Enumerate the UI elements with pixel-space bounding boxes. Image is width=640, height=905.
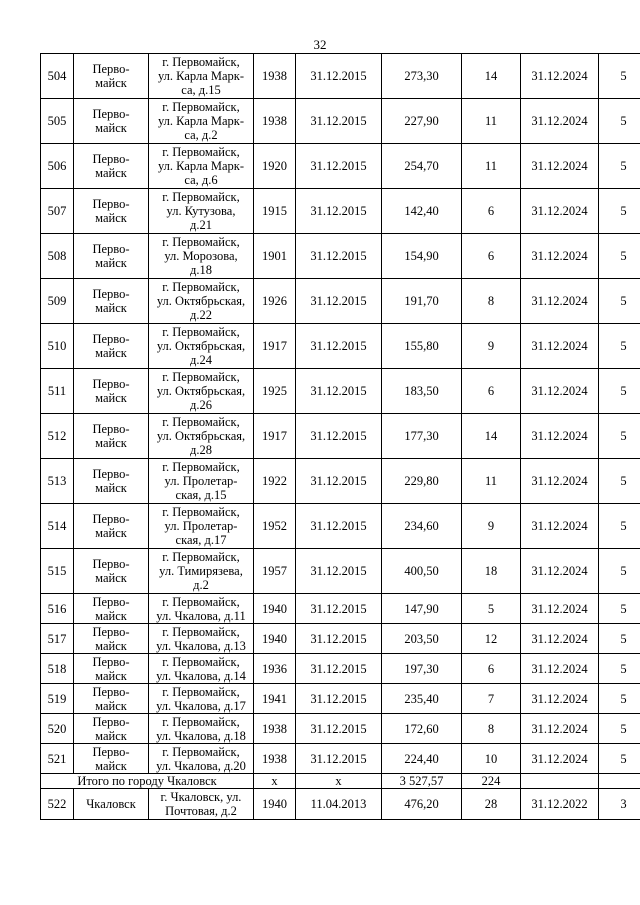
count-cell: 5	[599, 234, 640, 279]
end-date-cell: 31.12.2024	[521, 744, 599, 774]
address-cell: г. Первомайск, ул. Чкалова, д.18	[149, 714, 254, 744]
year-cell: 1925	[254, 369, 296, 414]
residents-cell: 6	[462, 369, 521, 414]
residents-cell: 8	[462, 714, 521, 744]
end-date-cell: 31.12.2024	[521, 324, 599, 369]
table-row	[41, 744, 640, 774]
city-cell: Перво- майск	[74, 144, 149, 189]
area-cell: 203,50	[382, 624, 462, 654]
city-cell: Перво- майск	[74, 369, 149, 414]
end-date-cell: 31.12.2024	[521, 459, 599, 504]
start-date-cell: 31.12.2015	[296, 234, 382, 279]
total-label: Итого по городу Чкаловск	[41, 774, 254, 789]
start-date-cell: 31.12.2015	[296, 684, 382, 714]
address-cell: г. Первомайск, ул. Тимирязева, д.2	[149, 549, 254, 594]
year-cell: 1915	[254, 189, 296, 234]
address-cell: г. Первомайск, ул. Карла Марк- са, д.15	[149, 54, 254, 99]
area-cell: 227,90	[382, 99, 462, 144]
count-cell: 5	[599, 324, 640, 369]
address-cell: г. Первомайск, ул. Пролетар- ская, д.15	[149, 459, 254, 504]
start-date-cell: 31.12.2015	[296, 279, 382, 324]
table-row	[41, 144, 640, 189]
count-cell: 5	[599, 369, 640, 414]
start-date-cell: 31.12.2015	[296, 624, 382, 654]
row-number: 515	[41, 549, 74, 594]
row-number: 518	[41, 654, 74, 684]
table-row	[41, 549, 640, 594]
row-number: 508	[41, 234, 74, 279]
city-cell: Перво- майск	[74, 54, 149, 99]
city-cell: Перво- майск	[74, 459, 149, 504]
residents-cell: 6	[462, 654, 521, 684]
city-cell: Перво- майск	[74, 279, 149, 324]
area-cell: 400,50	[382, 549, 462, 594]
table-row	[41, 714, 640, 744]
table-row	[41, 504, 640, 549]
table-row	[41, 594, 640, 624]
address-cell: г. Чкаловск, ул. Почтовая, д.2	[149, 789, 254, 820]
row-number: 510	[41, 324, 74, 369]
table-row	[41, 324, 640, 369]
end-date-cell: 31.12.2024	[521, 234, 599, 279]
row-number: 512	[41, 414, 74, 459]
row-number: 513	[41, 459, 74, 504]
total-row	[41, 774, 640, 789]
city-cell: Перво- майск	[74, 324, 149, 369]
year-cell: 1952	[254, 504, 296, 549]
city-cell: Чкаловск	[74, 789, 149, 820]
end-date-cell: 31.12.2024	[521, 99, 599, 144]
city-cell: Перво- майск	[74, 624, 149, 654]
end-date-cell: 31.12.2022	[521, 789, 599, 820]
count-cell: 5	[599, 459, 640, 504]
row-number: 519	[41, 684, 74, 714]
address-cell: г. Первомайск, ул. Чкалова, д.20	[149, 744, 254, 774]
start-date-cell: 31.12.2015	[296, 324, 382, 369]
address-cell: г. Первомайск, ул. Карла Марк- са, д.2	[149, 99, 254, 144]
address-cell: г. Первомайск, ул. Чкалова, д.11	[149, 594, 254, 624]
residents-cell: 18	[462, 549, 521, 594]
start-date-cell: 31.12.2015	[296, 414, 382, 459]
row-number: 506	[41, 144, 74, 189]
address-cell: г. Первомайск, ул. Морозова, д.18	[149, 234, 254, 279]
start-date-cell: 31.12.2015	[296, 654, 382, 684]
start-date-cell: 31.12.2015	[296, 459, 382, 504]
city-cell: Перво- майск	[74, 654, 149, 684]
city-cell: Перво- майск	[74, 549, 149, 594]
year-cell: 1957	[254, 549, 296, 594]
residents-cell: 8	[462, 279, 521, 324]
year-cell: 1940	[254, 789, 296, 820]
end-date-cell: 31.12.2024	[521, 279, 599, 324]
residents-cell: 28	[462, 789, 521, 820]
year-cell: 1920	[254, 144, 296, 189]
address-cell: г. Первомайск, ул. Чкалова, д.13	[149, 624, 254, 654]
table-row	[41, 624, 640, 654]
count-cell: 3	[599, 789, 640, 820]
area-cell: 147,90	[382, 594, 462, 624]
row-number: 505	[41, 99, 74, 144]
table-row	[41, 684, 640, 714]
table-row	[41, 54, 640, 99]
city-cell: Перво- майск	[74, 684, 149, 714]
table-row	[41, 654, 640, 684]
year-cell: 1917	[254, 324, 296, 369]
year-cell: 1938	[254, 744, 296, 774]
row-number: 514	[41, 504, 74, 549]
city-cell: Перво- майск	[74, 744, 149, 774]
end-date-cell: 31.12.2024	[521, 714, 599, 744]
count-cell: 5	[599, 684, 640, 714]
city-cell: Перво- майск	[74, 504, 149, 549]
table-row	[41, 789, 640, 820]
row-number: 509	[41, 279, 74, 324]
residents-cell: 14	[462, 414, 521, 459]
area-cell: 476,20	[382, 789, 462, 820]
year-cell: 1938	[254, 99, 296, 144]
area-cell: 191,70	[382, 279, 462, 324]
area-cell: 183,50	[382, 369, 462, 414]
row-number: 507	[41, 189, 74, 234]
residents-cell: 9	[462, 324, 521, 369]
residents-cell: 10	[462, 744, 521, 774]
year-cell: 1936	[254, 654, 296, 684]
end-date-cell: 31.12.2024	[521, 189, 599, 234]
end-date-cell: 31.12.2024	[521, 549, 599, 594]
city-cell: Перво- майск	[74, 99, 149, 144]
count-cell: 5	[599, 279, 640, 324]
residents-cell: 7	[462, 684, 521, 714]
city-cell: Перво- майск	[74, 414, 149, 459]
area-cell: 142,40	[382, 189, 462, 234]
row-number: 504	[41, 54, 74, 99]
residents-cell: 11	[462, 459, 521, 504]
start-date-cell: 31.12.2015	[296, 594, 382, 624]
count-cell: 5	[599, 504, 640, 549]
table-row	[41, 189, 640, 234]
year-cell: 1938	[254, 714, 296, 744]
year-cell: 1940	[254, 624, 296, 654]
page-number: 32	[313, 37, 327, 52]
area-cell: 155,80	[382, 324, 462, 369]
year-cell: 1940	[254, 594, 296, 624]
start-date-cell: 31.12.2015	[296, 369, 382, 414]
area-cell: 229,80	[382, 459, 462, 504]
row-number: 517	[41, 624, 74, 654]
year-cell: 1901	[254, 234, 296, 279]
count-cell: 5	[599, 99, 640, 144]
address-cell: г. Первомайск, ул. Чкалова, д.14	[149, 654, 254, 684]
row-number: 522	[41, 789, 74, 820]
end-date-cell: 31.12.2024	[521, 369, 599, 414]
residents-cell: 5	[462, 594, 521, 624]
end-date-cell: 31.12.2024	[521, 594, 599, 624]
address-cell: г. Первомайск, ул. Октябрьская, д.26	[149, 369, 254, 414]
residents-cell: 6	[462, 189, 521, 234]
address-cell: г. Первомайск, ул. Кутузова, д.21	[149, 189, 254, 234]
end-date-cell: 31.12.2024	[521, 504, 599, 549]
city-cell: Перво- майск	[74, 594, 149, 624]
end-date-cell: 31.12.2024	[521, 684, 599, 714]
start-date-cell: 31.12.2015	[296, 144, 382, 189]
end-date-cell: 31.12.2024	[521, 144, 599, 189]
year-cell: 1926	[254, 279, 296, 324]
address-cell: г. Первомайск, ул. Чкалова, д.17	[149, 684, 254, 714]
count-cell: 5	[599, 594, 640, 624]
start-date-cell: 31.12.2015	[296, 504, 382, 549]
total-residents-cell: 224	[462, 774, 521, 789]
area-cell: 172,60	[382, 714, 462, 744]
residents-cell: 11	[462, 144, 521, 189]
start-date-cell: 31.12.2015	[296, 189, 382, 234]
count-cell: 5	[599, 144, 640, 189]
end-date-cell: 31.12.2024	[521, 54, 599, 99]
city-cell: Перво- майск	[74, 234, 149, 279]
table-row	[41, 414, 640, 459]
address-cell: г. Первомайск, ул. Карла Марк- са, д.6	[149, 144, 254, 189]
end-date-cell: 31.12.2024	[521, 414, 599, 459]
count-cell: 5	[599, 54, 640, 99]
residents-cell: 11	[462, 99, 521, 144]
residents-cell: 9	[462, 504, 521, 549]
count-cell: 5	[599, 624, 640, 654]
start-date-cell: 31.12.2015	[296, 714, 382, 744]
row-number: 516	[41, 594, 74, 624]
address-cell: г. Первомайск, ул. Октябрьская, д.28	[149, 414, 254, 459]
start-date-cell: 31.12.2015	[296, 54, 382, 99]
address-cell: г. Первомайск, ул. Пролетар- ская, д.17	[149, 504, 254, 549]
area-cell: 235,40	[382, 684, 462, 714]
city-cell: Перво- майск	[74, 189, 149, 234]
table-row	[41, 234, 640, 279]
year-cell: 1922	[254, 459, 296, 504]
end-date-cell: 31.12.2024	[521, 654, 599, 684]
start-date-cell: 31.12.2015	[296, 549, 382, 594]
total-year-cell: х	[254, 774, 296, 789]
total-end-date-cell	[521, 774, 599, 789]
start-date-cell: 31.12.2015	[296, 99, 382, 144]
city-cell: Перво- майск	[74, 714, 149, 744]
area-cell: 177,30	[382, 414, 462, 459]
year-cell: 1938	[254, 54, 296, 99]
count-cell: 5	[599, 654, 640, 684]
residents-cell: 14	[462, 54, 521, 99]
start-date-cell: 31.12.2015	[296, 744, 382, 774]
row-number: 520	[41, 714, 74, 744]
table-row	[41, 369, 640, 414]
area-cell: 254,70	[382, 144, 462, 189]
table-row	[41, 99, 640, 144]
area-cell: 234,60	[382, 504, 462, 549]
total-count-cell	[599, 774, 640, 789]
row-number: 511	[41, 369, 74, 414]
table-row	[41, 279, 640, 324]
count-cell: 5	[599, 414, 640, 459]
count-cell: 5	[599, 549, 640, 594]
residents-cell: 12	[462, 624, 521, 654]
area-cell: 224,40	[382, 744, 462, 774]
area-cell: 273,30	[382, 54, 462, 99]
count-cell: 5	[599, 714, 640, 744]
start-date-cell: 11.04.2013	[296, 789, 382, 820]
residents-cell: 6	[462, 234, 521, 279]
total-area-cell: 3 527,57	[382, 774, 462, 789]
table-row	[41, 459, 640, 504]
end-date-cell: 31.12.2024	[521, 624, 599, 654]
year-cell: 1917	[254, 414, 296, 459]
area-cell: 154,90	[382, 234, 462, 279]
total-start-date-cell: х	[296, 774, 382, 789]
address-cell: г. Первомайск, ул. Октябрьская, д.22	[149, 279, 254, 324]
year-cell: 1941	[254, 684, 296, 714]
area-cell: 197,30	[382, 654, 462, 684]
count-cell: 5	[599, 744, 640, 774]
housing-registry-table	[40, 53, 640, 820]
address-cell: г. Первомайск, ул. Октябрьская, д.24	[149, 324, 254, 369]
count-cell: 5	[599, 189, 640, 234]
row-number: 521	[41, 744, 74, 774]
